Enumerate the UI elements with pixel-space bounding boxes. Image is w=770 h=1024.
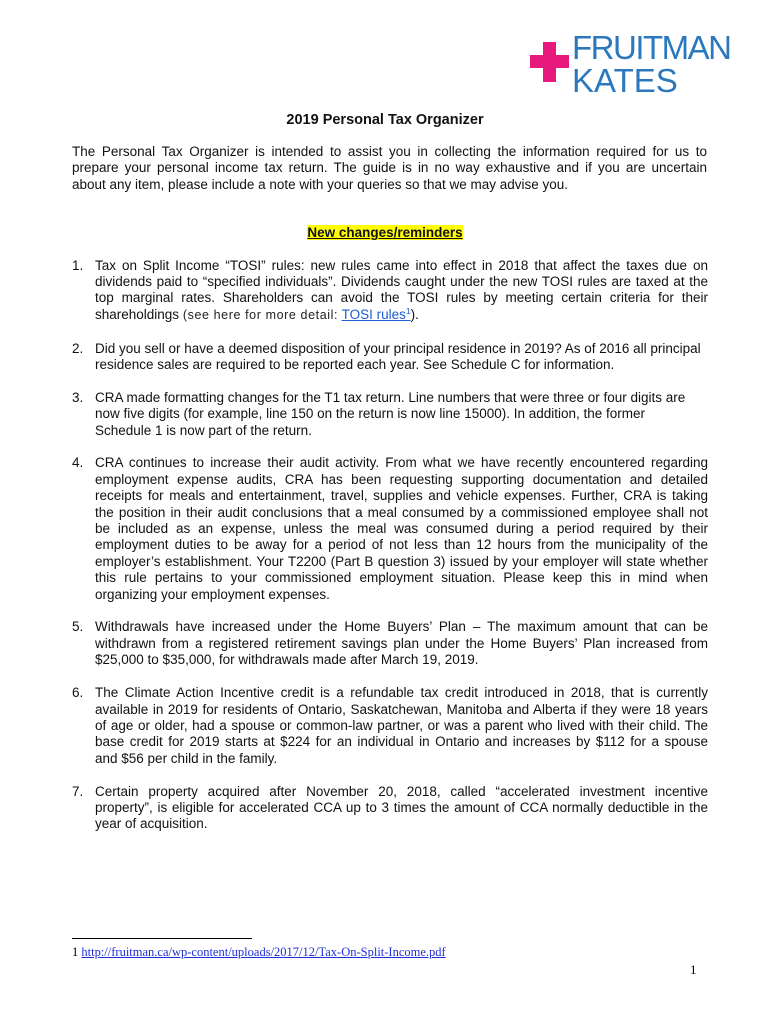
intro-line: prepare your personal income tax return. The guide is in no way exhaustive and if you are uncertain xyxy=(72,160,707,176)
text-line: of age or older, had a spouse or common-law partner, or was a parent who lived with their child. The xyxy=(95,717,708,733)
text-line: now five digits (for example, line 150 on the return is now line 15000). In addition, the former xyxy=(95,406,646,422)
text-line: and $56 per child in the family. xyxy=(95,750,278,766)
text-line: $25,000 to $35,000, for withdrawals made after March 19, 2019. xyxy=(95,652,479,668)
section-heading-text: New changes/reminders xyxy=(307,224,463,240)
text-line: receipts for meals and entertainment, travel, supplies and vehicle expenses. Further, CRA is taking xyxy=(95,488,708,504)
link-text[interactable]: TOSI rules xyxy=(341,306,406,322)
text-line: dividends paid to “specified individuals”. Dividends caught under the new TOSI rules are taxed at the xyxy=(95,274,708,290)
text-line: CRA continues to increase their audit activity. From what we have recently encountered regarding xyxy=(95,455,708,471)
list-item xyxy=(72,390,707,439)
footnote xyxy=(72,945,446,959)
text-line: Tax on Split Income “TOSI” rules: new rules came into effect in 2018 that affect the taxes due on xyxy=(95,257,708,273)
list-item-text xyxy=(95,685,708,767)
footnote-divider xyxy=(72,938,252,939)
list-item-number: 2. xyxy=(72,340,84,356)
list-item-text xyxy=(95,455,708,603)
list-item-number: 3. xyxy=(72,389,84,405)
section-heading xyxy=(72,225,698,241)
detail-note: (see here for more detail: xyxy=(182,307,339,322)
footnote-reference[interactable]: 1 xyxy=(405,305,411,316)
text-line: be included as an expense, unless the meal was consumed during a period required by their xyxy=(95,521,708,537)
footnote-url-link[interactable]: http://fruitman.ca/wp-content/uploads/2017/12/Tax-On-Split-Income.pdf xyxy=(81,945,446,959)
list-item-text xyxy=(95,341,708,374)
text-line: Schedule 1 is now part of the return. xyxy=(95,422,312,438)
page-title: 2019 Personal Tax Organizer xyxy=(286,112,484,128)
text-line: available in 2019 for residents of Ontario, Saskatchewan, Manitoba and Alberta if they were 18 years xyxy=(95,701,708,717)
list-item-number: 6. xyxy=(72,685,84,701)
text-line: Did you sell or have a deemed disposition of your principal residence in 2019? As of 2016 all principal xyxy=(95,340,701,356)
text-line: the position in their audit conclusions that a meal consumed by a commissioned employee shall not xyxy=(95,504,708,520)
text-line: year of acquisition. xyxy=(95,816,208,832)
logo-plus-icon xyxy=(530,42,569,82)
document-body xyxy=(72,144,707,849)
list-item-text xyxy=(95,619,708,668)
text-line: base credit for 2019 starts at $224 for an individual in Ontario and increases by $112 for a spouse xyxy=(95,734,708,750)
text-line: residence sales are required to be reported each year. See Schedule C for information. xyxy=(95,357,615,373)
footnote-marker: 1 xyxy=(72,945,79,959)
text-line: employment duties to be away for a period of not less than 12 hours from the municipality of the xyxy=(95,537,708,553)
intro-line: The Personal Tax Organizer is intended to assist you in collecting the information required for us to xyxy=(72,144,707,159)
list-item-text xyxy=(95,258,708,325)
text-fragment: shareholdings xyxy=(95,306,180,322)
text-line xyxy=(95,307,708,324)
company-logo xyxy=(0,0,770,100)
intro-paragraph xyxy=(72,144,707,193)
list-item-number: 7. xyxy=(72,783,84,799)
text-line: Withdrawals have increased under the Home Buyers’ Plan – The maximum amount that can be xyxy=(95,619,708,635)
text-fragment: ). xyxy=(410,306,419,322)
text-line: employer’s establishment. Your T2200 (Part B question 3) issued by your employer will state whether xyxy=(95,553,708,569)
list-item xyxy=(72,341,707,374)
list-item-text xyxy=(95,390,708,439)
text-line: employment expense audits, CRA has been requesting supporting documentation and detailed xyxy=(95,471,708,487)
list-item xyxy=(72,619,707,668)
plus-vertical-bar xyxy=(543,42,556,82)
text-line: top marginal rates. Shareholders can avoid the TOSI rules by meeting certain criteria for their xyxy=(95,290,708,306)
intro-line: about any item, please include a note with your queries so that we may advise you. xyxy=(72,176,569,192)
text-line: organizing your employment expenses. xyxy=(95,586,330,602)
list-item-number: 5. xyxy=(72,619,84,635)
list-item xyxy=(72,258,707,325)
list-item xyxy=(72,784,707,833)
list-item-number: 1. xyxy=(72,257,84,273)
list-item-text xyxy=(95,784,708,833)
text-line: CRA made formatting changes for the T1 tax return. Line numbers that were three or four digits are xyxy=(95,389,686,405)
logo-text-line1: FRUITMAN xyxy=(572,29,731,66)
tosi-rules-link[interactable] xyxy=(342,307,411,322)
list-item xyxy=(72,685,707,767)
text-line: property”, is eligible for accelerated CCA up to 3 times the amount of CCA normally deductible in the xyxy=(95,799,708,815)
text-line: The Climate Action Incentive credit is a refundable tax credit introduced in 2018, that is currently xyxy=(95,685,708,701)
text-line: withdrawn from a registered retirement savings plan under the Home Buyers’ Plan increased from xyxy=(95,635,708,651)
text-line: this rule pertains to your commissioned employment situation. Please keep this in mind when xyxy=(95,570,708,586)
list-item-number: 4. xyxy=(72,455,84,471)
text-line: Certain property acquired after November 20, 2018, called “accelerated investment incentive xyxy=(95,783,708,799)
list-item xyxy=(72,455,707,603)
logo-text-line2: KATES xyxy=(572,62,678,99)
page-number: 1 xyxy=(690,962,697,977)
reminders-list xyxy=(72,258,707,833)
